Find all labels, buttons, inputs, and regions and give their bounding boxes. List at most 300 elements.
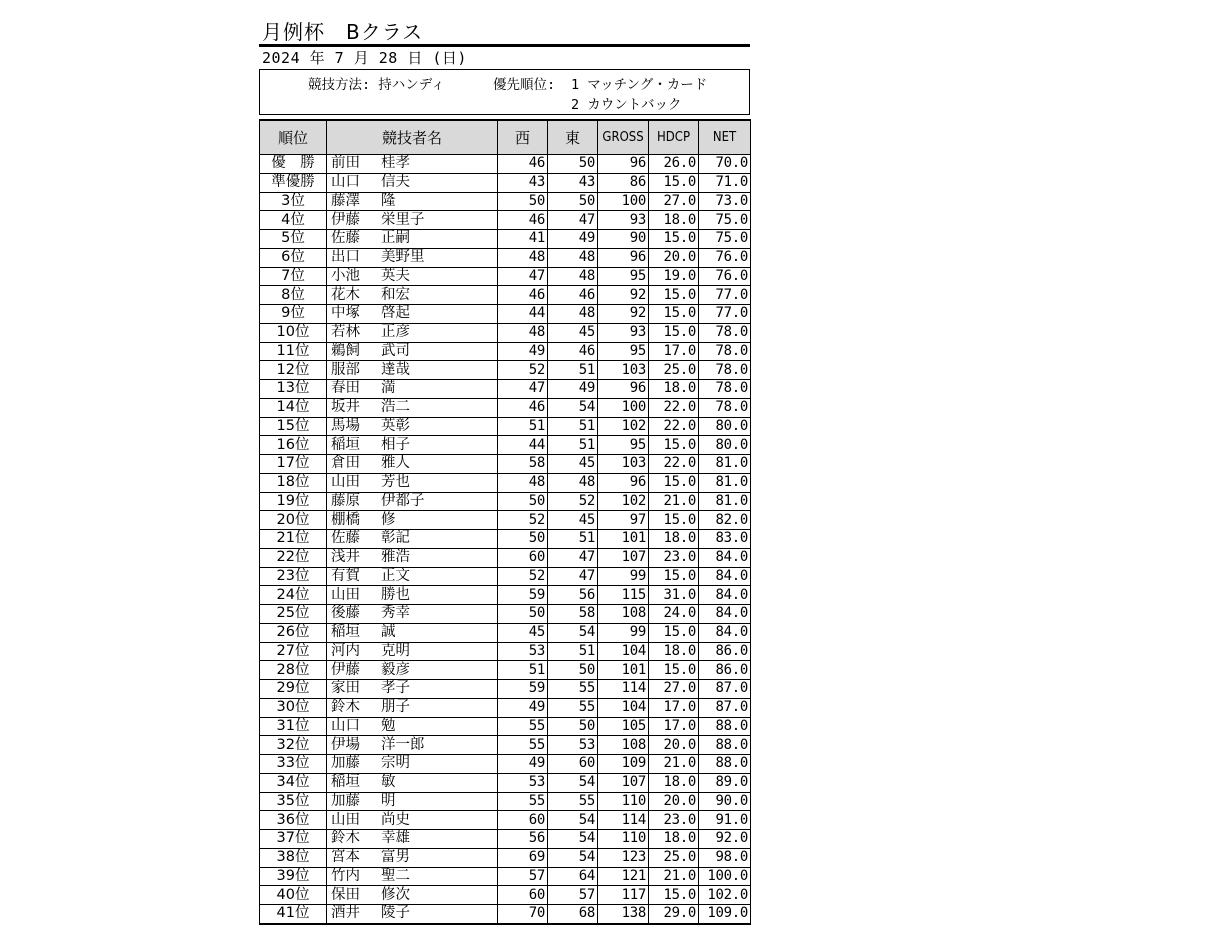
west-score-cell: 52 (498, 361, 548, 380)
net-score-cell: 76.0 (699, 267, 751, 286)
rank-cell: 32位 (260, 736, 327, 755)
table-row (260, 342, 751, 361)
player-surname: 倉田 (331, 455, 360, 472)
player-name-cell (327, 755, 498, 774)
player-given-name: 朋子 (381, 699, 410, 716)
rank-cell: 37位 (260, 830, 327, 849)
net-score-cell: 88.0 (699, 736, 751, 755)
table-row (260, 248, 751, 267)
table-row (260, 417, 751, 436)
player-given-name: 雅人 (381, 455, 410, 472)
player-surname: 竹内 (331, 867, 360, 884)
rank-cell: 18位 (260, 473, 327, 492)
west-score-cell: 48 (498, 473, 548, 492)
handicap-cell: 25.0 (649, 361, 699, 380)
column-header-east: 東 (548, 120, 598, 155)
net-score-cell: 78.0 (699, 361, 751, 380)
player-given-name: 伊都子 (381, 492, 425, 509)
player-given-name: 孝子 (381, 680, 410, 697)
player-surname: 鈴木 (331, 699, 360, 716)
rank-cell: 23位 (260, 567, 327, 586)
gross-score-cell: 92 (598, 286, 649, 305)
rank-cell: 27位 (260, 642, 327, 661)
net-score-cell: 81.0 (699, 492, 751, 511)
handicap-cell: 23.0 (649, 811, 699, 830)
player-given-name: 相子 (381, 436, 410, 453)
player-given-name: 明 (381, 792, 396, 809)
rank-cell: 40位 (260, 886, 327, 905)
west-score-cell: 50 (498, 605, 548, 624)
player-surname: 河内 (331, 642, 360, 659)
table-row (260, 230, 751, 249)
gross-score-cell: 95 (598, 436, 649, 455)
player-name-cell (327, 605, 498, 624)
player-name-cell (327, 530, 498, 549)
player-name-cell (327, 342, 498, 361)
net-score-cell: 86.0 (699, 642, 751, 661)
table-row (260, 305, 751, 324)
east-score-cell: 51 (548, 436, 598, 455)
player-surname: 鈴木 (331, 830, 360, 847)
gross-score-cell: 110 (598, 830, 649, 849)
rank-cell: 17位 (260, 455, 327, 474)
rank-cell: 26位 (260, 623, 327, 642)
handicap-cell: 15.0 (649, 473, 699, 492)
player-given-name: 尚史 (381, 811, 410, 828)
player-given-name: 啓起 (381, 305, 410, 322)
net-score-cell: 87.0 (699, 698, 751, 717)
player-name-cell (327, 811, 498, 830)
table-row (260, 830, 751, 849)
column-header-gross: GROSS (598, 120, 649, 155)
player-name-cell (327, 848, 498, 867)
west-score-cell: 57 (498, 867, 548, 886)
east-score-cell: 51 (548, 530, 598, 549)
player-given-name: 幸雄 (381, 830, 410, 847)
player-surname: 花木 (331, 286, 360, 303)
table-row (260, 717, 751, 736)
player-name-cell (327, 286, 498, 305)
player-name-cell (327, 380, 498, 399)
player-surname: 春田 (331, 380, 360, 397)
player-surname: 小池 (331, 267, 360, 284)
net-score-cell: 88.0 (699, 717, 751, 736)
player-given-name: 誠 (381, 624, 396, 641)
rank-cell: 21位 (260, 530, 327, 549)
net-score-cell: 90.0 (699, 792, 751, 811)
west-score-cell: 59 (498, 586, 548, 605)
handicap-cell: 15.0 (649, 436, 699, 455)
east-score-cell: 54 (548, 398, 598, 417)
east-score-cell: 68 (548, 905, 598, 924)
gross-score-cell: 108 (598, 605, 649, 624)
table-row (260, 811, 751, 830)
net-score-cell: 84.0 (699, 567, 751, 586)
east-score-cell: 54 (548, 623, 598, 642)
handicap-cell: 21.0 (649, 867, 699, 886)
east-score-cell: 51 (548, 642, 598, 661)
table-row (260, 211, 751, 230)
net-score-cell: 102.0 (699, 886, 751, 905)
player-surname: 山田 (331, 474, 360, 491)
table-row (260, 455, 751, 474)
rank-cell: 15位 (260, 417, 327, 436)
handicap-cell: 15.0 (649, 567, 699, 586)
handicap-cell: 17.0 (649, 717, 699, 736)
player-given-name: 敏 (381, 774, 396, 791)
net-score-cell: 75.0 (699, 230, 751, 249)
player-name-cell (327, 717, 498, 736)
handicap-cell: 15.0 (649, 286, 699, 305)
west-score-cell: 58 (498, 455, 548, 474)
west-score-cell: 46 (498, 211, 548, 230)
gross-score-cell: 103 (598, 455, 649, 474)
player-given-name: 宗明 (381, 755, 410, 772)
priority-label: 優先順位: (493, 77, 556, 93)
west-score-cell: 50 (498, 530, 548, 549)
player-surname: 宮本 (331, 849, 360, 866)
table-row (260, 698, 751, 717)
east-score-cell: 48 (548, 473, 598, 492)
rank-cell: 24位 (260, 586, 327, 605)
gross-score-cell: 117 (598, 886, 649, 905)
rank-cell: 10位 (260, 323, 327, 342)
west-score-cell: 60 (498, 811, 548, 830)
handicap-cell: 15.0 (649, 623, 699, 642)
table-row (260, 848, 751, 867)
west-score-cell: 56 (498, 830, 548, 849)
handicap-cell: 18.0 (649, 530, 699, 549)
gross-score-cell: 114 (598, 680, 649, 699)
west-score-cell: 48 (498, 248, 548, 267)
west-score-cell: 46 (498, 398, 548, 417)
player-given-name: 洋一郎 (381, 736, 425, 753)
player-name-cell (327, 623, 498, 642)
gross-score-cell: 104 (598, 698, 649, 717)
player-name-cell (327, 211, 498, 230)
gross-score-cell: 107 (598, 773, 649, 792)
table-row (260, 398, 751, 417)
net-score-cell: 91.0 (699, 811, 751, 830)
player-name-cell (327, 548, 498, 567)
gross-score-cell: 96 (598, 380, 649, 399)
gross-score-cell: 105 (598, 717, 649, 736)
priority-item-2: 2 カウントバック (571, 97, 682, 113)
handicap-cell: 15.0 (649, 886, 699, 905)
handicap-cell: 31.0 (649, 586, 699, 605)
east-score-cell: 54 (548, 830, 598, 849)
handicap-cell: 24.0 (649, 605, 699, 624)
west-score-cell: 51 (498, 661, 548, 680)
rank-cell: 28位 (260, 661, 327, 680)
player-given-name: 秀幸 (381, 605, 410, 622)
gross-score-cell: 121 (598, 867, 649, 886)
table-row (260, 286, 751, 305)
gross-score-cell: 107 (598, 548, 649, 567)
west-score-cell: 44 (498, 305, 548, 324)
west-score-cell: 48 (498, 323, 548, 342)
player-name-cell (327, 230, 498, 249)
table-row (260, 192, 751, 211)
player-name-cell (327, 267, 498, 286)
west-score-cell: 55 (498, 717, 548, 736)
net-score-cell: 86.0 (699, 661, 751, 680)
player-given-name: 修 (381, 511, 396, 528)
east-score-cell: 56 (548, 586, 598, 605)
east-score-cell: 47 (548, 211, 598, 230)
handicap-cell: 22.0 (649, 417, 699, 436)
handicap-cell: 25.0 (649, 848, 699, 867)
player-surname: 山口 (331, 174, 360, 191)
column-header-west: 西 (498, 120, 548, 155)
player-surname: 伊藤 (331, 211, 360, 228)
handicap-cell: 18.0 (649, 380, 699, 399)
player-name-cell (327, 511, 498, 530)
east-score-cell: 49 (548, 380, 598, 399)
west-score-cell: 49 (498, 342, 548, 361)
gross-score-cell: 109 (598, 755, 649, 774)
table-row (260, 680, 751, 699)
east-score-cell: 64 (548, 867, 598, 886)
player-given-name: 信夫 (381, 174, 410, 191)
table-row (260, 323, 751, 342)
net-score-cell: 81.0 (699, 473, 751, 492)
player-name-cell (327, 473, 498, 492)
gross-score-cell: 108 (598, 736, 649, 755)
player-name-cell (327, 436, 498, 455)
table-row (260, 511, 751, 530)
player-name-cell (327, 417, 498, 436)
table-row (260, 623, 751, 642)
gross-score-cell: 96 (598, 155, 649, 174)
player-given-name: 桂孝 (381, 155, 410, 172)
east-score-cell: 50 (548, 155, 598, 174)
table-row (260, 905, 751, 924)
gross-score-cell: 86 (598, 173, 649, 192)
handicap-cell: 21.0 (649, 755, 699, 774)
handicap-cell: 18.0 (649, 211, 699, 230)
handicap-cell: 15.0 (649, 511, 699, 530)
column-header-net: NET (699, 120, 751, 155)
player-surname: 坂井 (331, 399, 360, 416)
gross-score-cell: 100 (598, 398, 649, 417)
player-surname: 山口 (331, 717, 360, 734)
player-surname: 家田 (331, 680, 360, 697)
east-score-cell: 43 (548, 173, 598, 192)
table-row (260, 773, 751, 792)
net-score-cell: 84.0 (699, 623, 751, 642)
east-score-cell: 58 (548, 605, 598, 624)
player-surname: 出口 (331, 249, 360, 266)
rank-cell: 優 勝 (260, 155, 327, 174)
player-given-name: 克明 (381, 642, 410, 659)
rank-cell: 7位 (260, 267, 327, 286)
handicap-cell: 23.0 (649, 548, 699, 567)
east-score-cell: 53 (548, 736, 598, 755)
west-score-cell: 46 (498, 286, 548, 305)
rank-cell: 準優勝 (260, 173, 327, 192)
west-score-cell: 60 (498, 548, 548, 567)
player-name-cell (327, 867, 498, 886)
player-name-cell (327, 773, 498, 792)
east-score-cell: 51 (548, 417, 598, 436)
player-surname: 稲垣 (331, 436, 360, 453)
net-score-cell: 77.0 (699, 286, 751, 305)
net-score-cell: 84.0 (699, 605, 751, 624)
west-score-cell: 45 (498, 623, 548, 642)
player-name-cell (327, 492, 498, 511)
event-date: 2024 年 7 月 28 日 (日) (262, 49, 467, 67)
player-surname: 稲垣 (331, 624, 360, 641)
west-score-cell: 46 (498, 155, 548, 174)
net-score-cell: 81.0 (699, 455, 751, 474)
net-score-cell: 78.0 (699, 342, 751, 361)
player-given-name: 雅浩 (381, 549, 410, 566)
rank-cell: 35位 (260, 792, 327, 811)
net-score-cell: 89.0 (699, 773, 751, 792)
handicap-cell: 22.0 (649, 455, 699, 474)
handicap-cell: 27.0 (649, 192, 699, 211)
east-score-cell: 54 (548, 773, 598, 792)
rank-cell: 3位 (260, 192, 327, 211)
player-name-cell (327, 323, 498, 342)
player-surname: 馬場 (331, 417, 360, 434)
player-given-name: 正嗣 (381, 230, 410, 247)
table-row (260, 436, 751, 455)
gross-score-cell: 123 (598, 848, 649, 867)
competition-method: 競技方法: 持ハンディ (308, 77, 445, 93)
west-score-cell: 55 (498, 736, 548, 755)
west-score-cell: 44 (498, 436, 548, 455)
player-name-cell (327, 305, 498, 324)
east-score-cell: 55 (548, 792, 598, 811)
handicap-cell: 22.0 (649, 398, 699, 417)
results-table (259, 119, 751, 925)
handicap-cell: 18.0 (649, 830, 699, 849)
results-table-body (260, 155, 751, 924)
player-given-name: 武司 (381, 342, 410, 359)
player-given-name: 彰記 (381, 530, 410, 547)
east-score-cell: 57 (548, 886, 598, 905)
rank-cell: 20位 (260, 511, 327, 530)
player-surname: 伊場 (331, 736, 360, 753)
west-score-cell: 70 (498, 905, 548, 924)
priority-item-1: 1 マッチング・カード (571, 77, 708, 93)
player-given-name: 浩二 (381, 399, 410, 416)
west-score-cell: 47 (498, 267, 548, 286)
player-given-name: 正文 (381, 567, 410, 584)
gross-score-cell: 96 (598, 473, 649, 492)
player-surname: 中塚 (331, 305, 360, 322)
east-score-cell: 54 (548, 848, 598, 867)
player-name-cell (327, 792, 498, 811)
west-score-cell: 49 (498, 755, 548, 774)
competition-info-box (259, 69, 750, 115)
handicap-cell: 15.0 (649, 305, 699, 324)
west-score-cell: 50 (498, 192, 548, 211)
gross-score-cell: 110 (598, 792, 649, 811)
table-row (260, 661, 751, 680)
east-score-cell: 52 (548, 492, 598, 511)
player-name-cell (327, 361, 498, 380)
net-score-cell: 80.0 (699, 417, 751, 436)
east-score-cell: 51 (548, 361, 598, 380)
handicap-cell: 17.0 (649, 698, 699, 717)
east-score-cell: 48 (548, 248, 598, 267)
west-score-cell: 43 (498, 173, 548, 192)
player-given-name: 満 (381, 380, 396, 397)
player-name-cell (327, 455, 498, 474)
handicap-cell: 21.0 (649, 492, 699, 511)
player-surname: 服部 (331, 361, 360, 378)
west-score-cell: 51 (498, 417, 548, 436)
player-name-cell (327, 642, 498, 661)
west-score-cell: 69 (498, 848, 548, 867)
rank-cell: 41位 (260, 905, 327, 924)
east-score-cell: 60 (548, 755, 598, 774)
table-row (260, 173, 751, 192)
handicap-cell: 18.0 (649, 642, 699, 661)
handicap-cell: 27.0 (649, 680, 699, 699)
gross-score-cell: 104 (598, 642, 649, 661)
west-score-cell: 47 (498, 380, 548, 399)
gross-score-cell: 101 (598, 530, 649, 549)
player-name-cell (327, 586, 498, 605)
player-given-name: 毅彦 (381, 661, 410, 678)
player-given-name: 隆 (381, 192, 396, 209)
net-score-cell: 75.0 (699, 211, 751, 230)
table-row (260, 792, 751, 811)
player-name-cell (327, 736, 498, 755)
player-given-name: 富男 (381, 849, 410, 866)
rank-cell: 11位 (260, 342, 327, 361)
player-name-cell (327, 155, 498, 174)
handicap-cell: 17.0 (649, 342, 699, 361)
rank-cell: 6位 (260, 248, 327, 267)
table-row (260, 492, 751, 511)
player-name-cell (327, 698, 498, 717)
table-row (260, 867, 751, 886)
results-sheet (259, 20, 750, 925)
player-given-name: 英彰 (381, 417, 410, 434)
player-given-name: 勝也 (381, 586, 410, 603)
handicap-cell: 18.0 (649, 773, 699, 792)
handicap-cell: 15.0 (649, 661, 699, 680)
gross-score-cell: 90 (598, 230, 649, 249)
gross-score-cell: 102 (598, 417, 649, 436)
handicap-cell: 26.0 (649, 155, 699, 174)
player-name-cell (327, 248, 498, 267)
handicap-cell: 29.0 (649, 905, 699, 924)
net-score-cell: 76.0 (699, 248, 751, 267)
player-surname: 稲垣 (331, 774, 360, 791)
player-surname: 保田 (331, 886, 360, 903)
handicap-cell: 20.0 (649, 736, 699, 755)
rank-cell: 31位 (260, 717, 327, 736)
rank-cell: 38位 (260, 848, 327, 867)
gross-score-cell: 93 (598, 211, 649, 230)
table-row (260, 380, 751, 399)
east-score-cell: 55 (548, 680, 598, 699)
page-title: 月例杯 Bクラス (262, 20, 424, 44)
player-name-cell (327, 398, 498, 417)
player-given-name: 美野里 (381, 249, 425, 266)
west-score-cell: 52 (498, 511, 548, 530)
table-row (260, 586, 751, 605)
rank-cell: 9位 (260, 305, 327, 324)
gross-score-cell: 115 (598, 586, 649, 605)
gross-score-cell: 97 (598, 511, 649, 530)
